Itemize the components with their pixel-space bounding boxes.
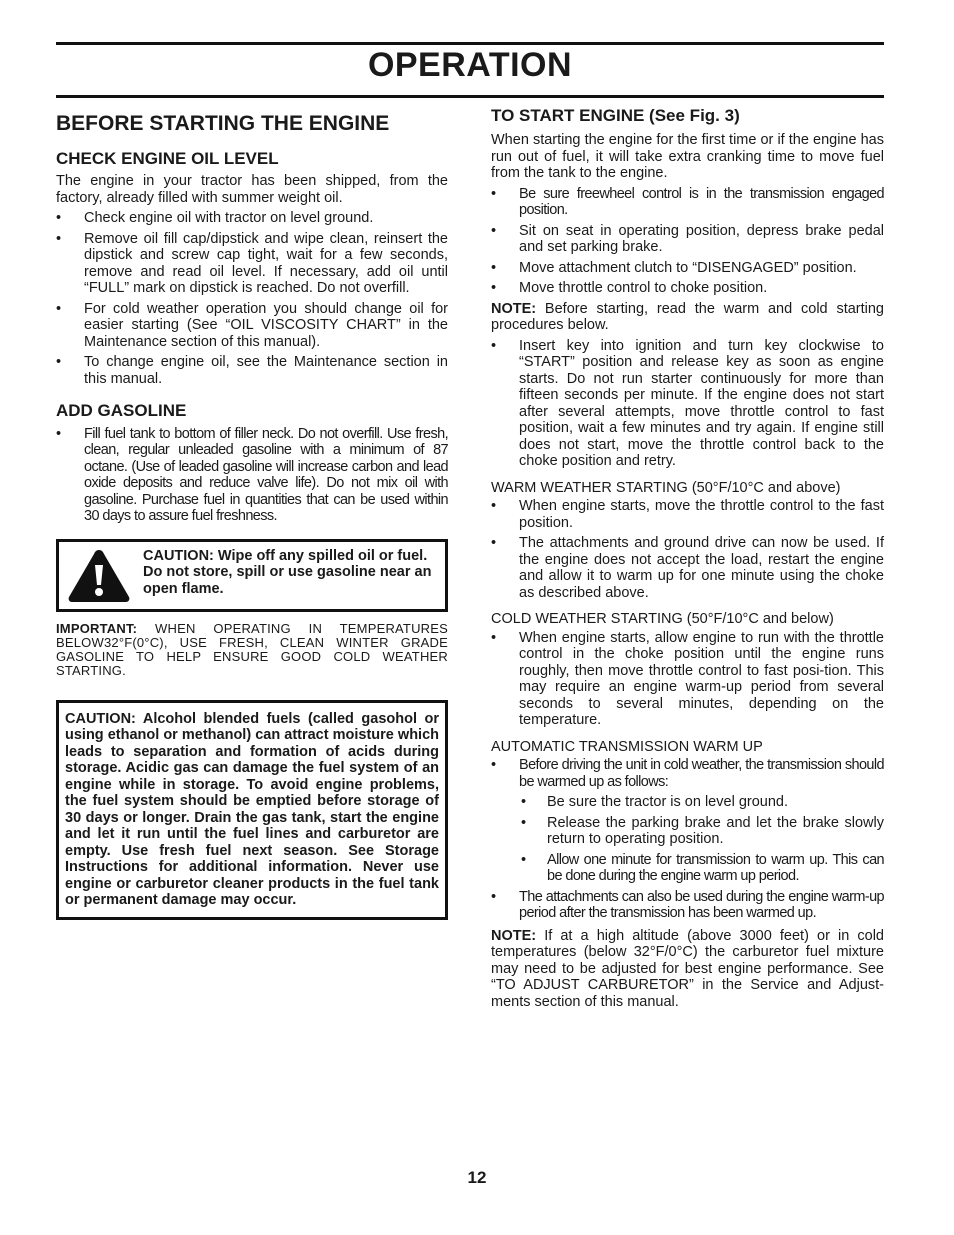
trans-list: [491, 757, 884, 790]
warm-heading: WARM WEATHER STARTING (50°F/10°C and above): [491, 479, 841, 496]
oil-intro: The engine in your tractor has been shipped, from the factory, already filled with summer weight oil.: [56, 173, 448, 206]
list-item: • Allow one minute for transmission to warm up. This can be done during the engine warm up period.: [491, 852, 884, 885]
trans-list-2: [491, 889, 884, 922]
list-item: • To change engine oil, see the Maintenance section in this manual.: [56, 354, 448, 387]
cold-heading: COLD WEATHER STARTING (50°F/10°C and below): [491, 611, 834, 628]
note-label: NOTE:: [491, 927, 537, 944]
list-item: • Move throttle control to choke position.: [491, 280, 884, 297]
note-altitude: [491, 928, 884, 1011]
list-item: • Sit on seat in operating position, depress brake pedal and set parking brake.: [491, 223, 884, 256]
page-title: OPERATION: [367, 46, 573, 84]
list-item: • Move attachment clutch to “DISENGAGED” position.: [491, 260, 884, 277]
page-number: 12: [467, 1168, 487, 1187]
oil-heading: CHECK ENGINE OIL LEVEL: [56, 149, 279, 169]
oil-list: [56, 210, 448, 387]
start-intro: When starting the engine for the first time or if the engine has run out of fuel, it will take extra cranking time to move fuel from the tank to the engine.: [491, 132, 884, 182]
important-label: IMPORTANT:: [56, 620, 138, 636]
list-item: • Be sure freewheel control is in the transmission engaged position.: [491, 186, 884, 219]
list-item: • Release the parking brake and let the brake slowly return to operating position.: [491, 815, 884, 848]
trans-sublist: [491, 794, 884, 885]
cold-list: [491, 630, 884, 729]
note-text: Before starting, read the warm and cold starting procedures below.: [491, 300, 884, 334]
gasoline-list: [56, 426, 448, 525]
important-text: WHEN OPERATING IN TEMPERATURES BELOW32°F(0°C), USE FRESH, CLEAN WINTER GRADE GASOLINE TO HELP ENSURE GOOD COLD WEATHER STARTING.: [56, 620, 448, 678]
list-item: • For cold weather operation you should change oil for easier starting (See “OIL VISCOSITY CHART” in the Maintenance section of this manual).: [56, 301, 448, 351]
start-heading: TO START ENGINE (See Fig. 3): [491, 106, 740, 125]
section-title: BEFORE STARTING THE ENGINE: [56, 112, 390, 135]
trans-heading: AUTOMATIC TRANSMISSION WARM UP: [491, 738, 763, 755]
list-item: • When engine starts, move the throttle control to the fast position.: [491, 498, 884, 531]
caution-text: CAUTION: Wipe off any spilled oil or fuel. Do not store, spill or use gasoline near an open flame.: [143, 547, 432, 597]
note-label: NOTE:: [491, 300, 537, 317]
list-item: • The attachments can also be used during the engine warm-up period after the transmission has been warmed up.: [491, 889, 884, 922]
left-column: [56, 108, 448, 920]
title-underline: [56, 95, 884, 98]
start-list-2: [491, 338, 884, 470]
list-item: • Fill fuel tank to bottom of filler neck. Do not overfill. Use fresh, clean, regular unleaded gasoline with a minimum of 87 octane. (Use of leaded gasoline will increase carbon and lead oxide deposits and reduce valve life). Do not mix oil with gasoline. Purchase fuel in quantities that can be used within 30 days to assure fuel freshness.: [56, 426, 448, 525]
list-item: • When engine starts, allow engine to run with the throttle control in the choke position until the engine runs roughly, then move throttle control to fast posi-tion. This may require an engine warm-up period from several seconds to several minutes, depending on the temperature.: [491, 630, 884, 729]
list-item: • Remove oil fill cap/dipstick and wipe clean, reinsert the dipstick and screw cap tight, wait for a few seconds, remove and read oil level. If necessary, add oil until “FULL” mark on dipstick is reached. Do not overfill.: [56, 231, 448, 297]
caution-box-spill: [56, 539, 448, 612]
list-item: • Before driving the unit in cold weather, the transmission should be warmed up as follows:: [491, 757, 884, 790]
warning-icon: [67, 548, 131, 604]
right-column: [491, 106, 884, 1014]
top-rule: [56, 42, 884, 45]
list-item: • The attachments and ground drive can now be used. If the engine does not accept the load, restart the engine and allow it to warm up for one minute using the choke as described above.: [491, 535, 884, 601]
list-item: • Insert key into ignition and turn key clockwise to “START” position and release key as soon as engine starts. Do not run starter continuously for more than fifteen seconds per minute. If the engine does not start after several attempts, move throttle control to fast position, wait a few minutes and try again. If engine still does not start, move the throttle control back to the choke position and retry.: [491, 338, 884, 470]
caution-box-alcohol: CAUTION: Alcohol blended fuels (called gasohol or using ethanol or methanol) can attract moisture which leads to separation and formation of acids during storage. Acidic gas can damage the fuel system of an engine while in storage. To avoid engine problems, the fuel system should be emptied before storage of 30 days or longer. Drain the gas tank, start the engine and let it run until the fuel lines and carburetor are empty. Use fresh fuel next season. See Storage Instructions for additional information. Never use engine or carburetor cleaner products in the fuel tank or permanent damage may occur.: [56, 700, 448, 920]
warm-list: [491, 498, 884, 601]
note-text: If at a high altitude (above 3000 feet) or in cold temperatures (below 32°F/0°C) the carburetor fuel mixture may need to be adjusted for best engine performance. See “TO ADJUST CARBURETOR” in the Service and Adjust-ments section of this manual.: [491, 927, 884, 1010]
important-notice: [56, 622, 448, 678]
list-item: • Check engine oil with tractor on level ground.: [56, 210, 448, 227]
note-before-starting: [491, 301, 884, 334]
start-list: [491, 186, 884, 297]
list-item: • Be sure the tractor is on level ground.: [491, 794, 884, 811]
gasoline-heading: ADD GASOLINE: [56, 401, 187, 421]
